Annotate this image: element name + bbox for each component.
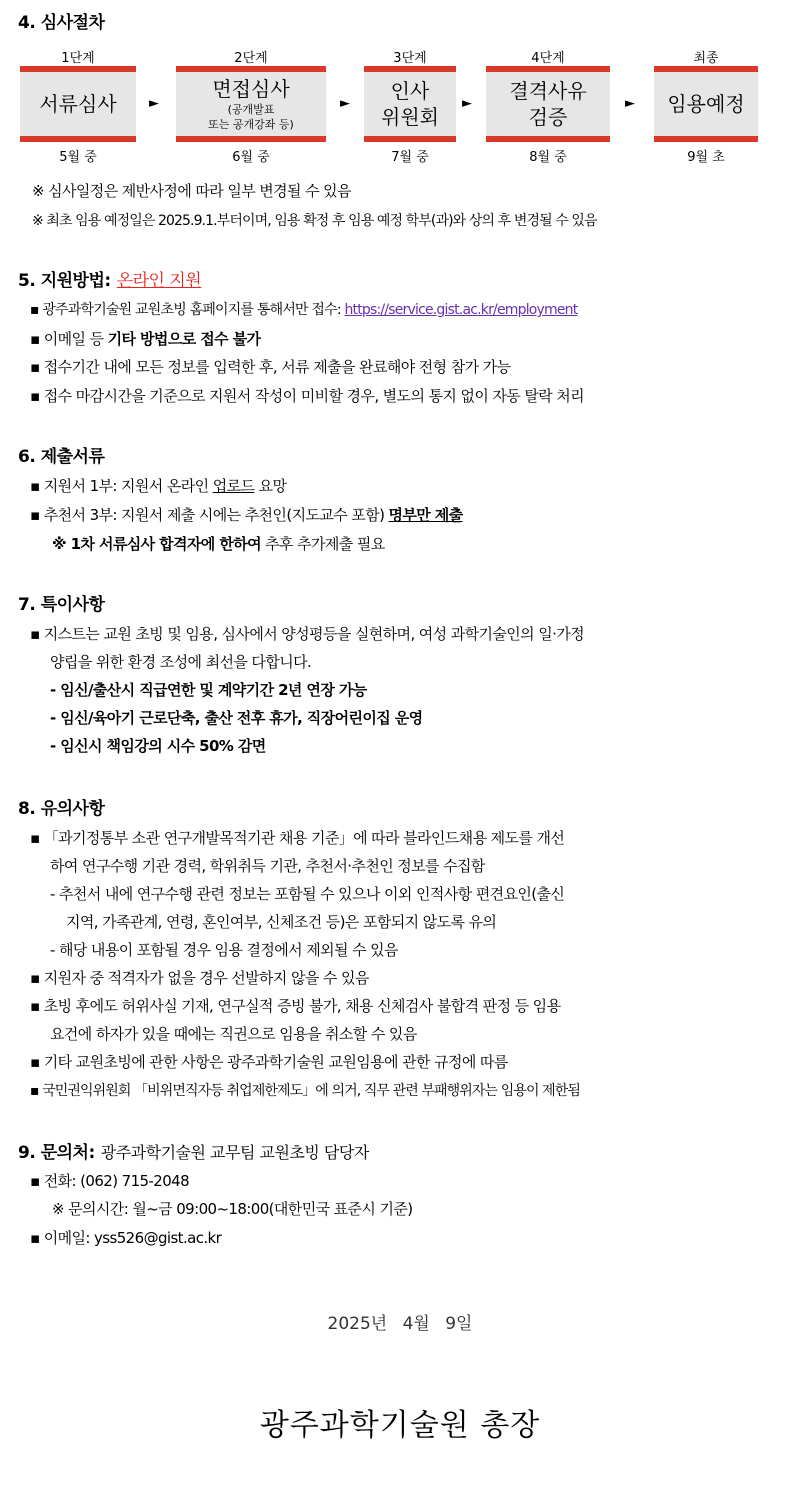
section-7-heading: 7. 특이사항 xyxy=(18,595,105,615)
stage-2-step: 2단계 xyxy=(234,51,268,66)
arrow-icon: ► xyxy=(340,96,350,111)
schedule-note-2: ※ 최초 임용 예정일은 2025.9.1.부터이며, 임용 확정 후 임용 예정 학부(과)와 상의 후 변경될 수 있음 xyxy=(32,213,597,229)
stage-3-name-1: 인사 xyxy=(390,79,430,103)
stage-1-box xyxy=(20,66,136,142)
schedule-note-1: ※ 심사일정은 제반사정에 따라 일부 변경될 수 있음 xyxy=(32,182,351,200)
notice-detail-1-line-1: - 추천서 내에 연구수행 관련 정보는 포함될 수 있으나 이외 인적사항 편견요인(출신 xyxy=(50,885,565,903)
contact-email: ▪ 이메일: yss526@gist.ac.kr xyxy=(30,1229,222,1247)
documents-note: ※ 1차 서류심사 합격자에 한하여 추후 추가제출 필요 xyxy=(52,535,385,553)
arrow-icon: ► xyxy=(149,96,159,111)
stage-3-box xyxy=(364,66,456,142)
arrow-icon: ► xyxy=(625,96,635,111)
stage-2-box xyxy=(176,66,326,142)
online-apply-highlight: 온라인 지원 xyxy=(116,271,202,291)
notice-bullet-2: ▪ 지원자 중 적격자가 없을 경우 선발하지 않을 수 있음 xyxy=(30,969,369,987)
document-date: 2025년 4월 9일 xyxy=(327,1314,473,1334)
issuer-name: 광주과학기술원 총장 xyxy=(259,1408,541,1443)
notice-detail-1-line-2: 지역, 가족관계, 연령, 혼인여부, 신체조건 등)은 포함되지 않도록 유의 xyxy=(66,913,497,931)
stage-1-step: 1단계 xyxy=(61,51,95,66)
stage-3-name-2: 위원회 xyxy=(381,105,439,129)
stage-5-month: 9월 초 xyxy=(687,150,725,165)
documents-bullet-1: ▪ 지원서 1부: 지원서 온라인 업로드 요망 xyxy=(30,477,287,495)
apply-bullet-4: ▪ 접수 마감시간을 기준으로 지원서 작성이 미비할 경우, 별도의 통지 없이 자동 탈락 처리 xyxy=(30,387,585,405)
section-6-heading: 6. 제출서류 xyxy=(18,447,105,467)
contact-person: 광주과학기술원 교무팀 교원초빙 담당자 xyxy=(100,1143,369,1162)
stage-5-step: 최종 xyxy=(693,51,719,66)
section-5-heading: 5. 지원방법: 온라인 지원 xyxy=(18,271,202,291)
stage-2-name: 면접심사 xyxy=(212,77,290,101)
stage-1-month: 5월 중 xyxy=(59,150,97,165)
apply-bullet-1: ▪ 광주과학기술원 교원초빙 홈페이지를 통해서만 접수: https://service.gist.ac.kr/employment xyxy=(30,302,578,318)
special-bullet-1-line-1: ▪ 지스트는 교원 초빙 및 임용, 심사에서 양성평등을 실현하며, 여성 과학기술인의 일·가정 xyxy=(30,625,585,643)
arrow-icon: ► xyxy=(462,96,472,111)
stage-2-sub-1: (공개발표 xyxy=(227,103,275,116)
stage-2-sub-2: 또는 공개강좌 등) xyxy=(208,118,294,131)
special-detail-3: - 임신시 책임강의 시수 50% 감면 xyxy=(50,737,266,755)
special-detail-1: - 임신/출산시 직급연한 및 계약기간 2년 연장 가능 xyxy=(50,681,367,699)
section-4-heading: 4. 심사절차 xyxy=(18,13,105,33)
notice-bullet-1-line-1: ▪ 「과기정통부 소관 연구개발목적기관 채용 기준」에 따라 블라인드채용 제도를 개선 xyxy=(30,829,565,847)
stage-4-month: 8월 중 xyxy=(529,150,567,165)
stage-1-name: 서류심사 xyxy=(39,92,117,116)
stage-5-name: 임용예정 xyxy=(667,92,745,116)
notice-bullet-1-line-2: 하여 연구수행 기관 경력, 학위취득 기관, 추천서·추천인 정보를 수집함 xyxy=(50,857,485,875)
special-bullet-1-line-2: 양립을 위한 환경 조성에 최선을 다합니다. xyxy=(50,653,312,671)
contact-phone: ▪ 전화: (062) 715-2048 xyxy=(30,1172,190,1190)
stage-3-month: 7월 중 xyxy=(391,150,429,165)
documents-bullet-2: ▪ 추천서 3부: 지원서 제출 시에는 추천인(지도교수 포함) 명부만 제출 xyxy=(30,506,463,524)
stage-5-box xyxy=(654,66,758,142)
special-detail-2: - 임신/육아기 근로단축, 출산 전후 휴가, 직장어린이집 운영 xyxy=(50,709,423,727)
stage-4-name-2: 검증 xyxy=(528,105,568,129)
apply-bullet-3: ▪ 접수기간 내에 모든 정보를 입력한 후, 서류 제출을 완료해야 전형 참가 가능 xyxy=(30,358,511,376)
stage-4-name-1: 결격사유 xyxy=(509,79,587,103)
stage-4-box xyxy=(486,66,610,142)
notice-bullet-4: ▪ 기타 교원초빙에 관한 사항은 광주과학기술원 교원임용에 관한 규정에 따름 xyxy=(30,1053,508,1071)
notice-bullet-3-line-2: 요건에 하자가 있을 때에는 직권으로 임용을 취소할 수 있음 xyxy=(50,1025,417,1043)
apply-bullet-2: ▪ 이메일 등 기타 방법으로 접수 불가 xyxy=(30,330,261,348)
employment-link[interactable]: https://service.gist.ac.kr/employment xyxy=(344,302,578,318)
stage-4-step: 4단계 xyxy=(531,51,565,66)
stage-3-step: 3단계 xyxy=(393,51,427,66)
notice-bullet-5: ▪ 국민권익위원회 「비위면직자등 취업제한제도」에 의거, 직무 관련 부패행위자는 임용이 제한됨 xyxy=(30,1083,581,1099)
section-9-heading: 9. 문의처: 광주과학기술원 교무팀 교원초빙 담당자 xyxy=(18,1143,369,1163)
contact-hours: ※ 문의시간: 월~금 09:00~18:00(대한민국 표준시 기준) xyxy=(52,1200,413,1218)
notice-bullet-3-line-1: ▪ 초빙 후에도 허위사실 기재, 연구실적 증빙 불가, 채용 신체검사 불합격 판정 등 임용 xyxy=(30,997,561,1015)
section-8-heading: 8. 유의사항 xyxy=(18,799,105,819)
stage-2-month: 6월 중 xyxy=(232,150,270,165)
notice-detail-2: - 해당 내용이 포함될 경우 임용 결정에서 제외될 수 있음 xyxy=(50,941,398,959)
